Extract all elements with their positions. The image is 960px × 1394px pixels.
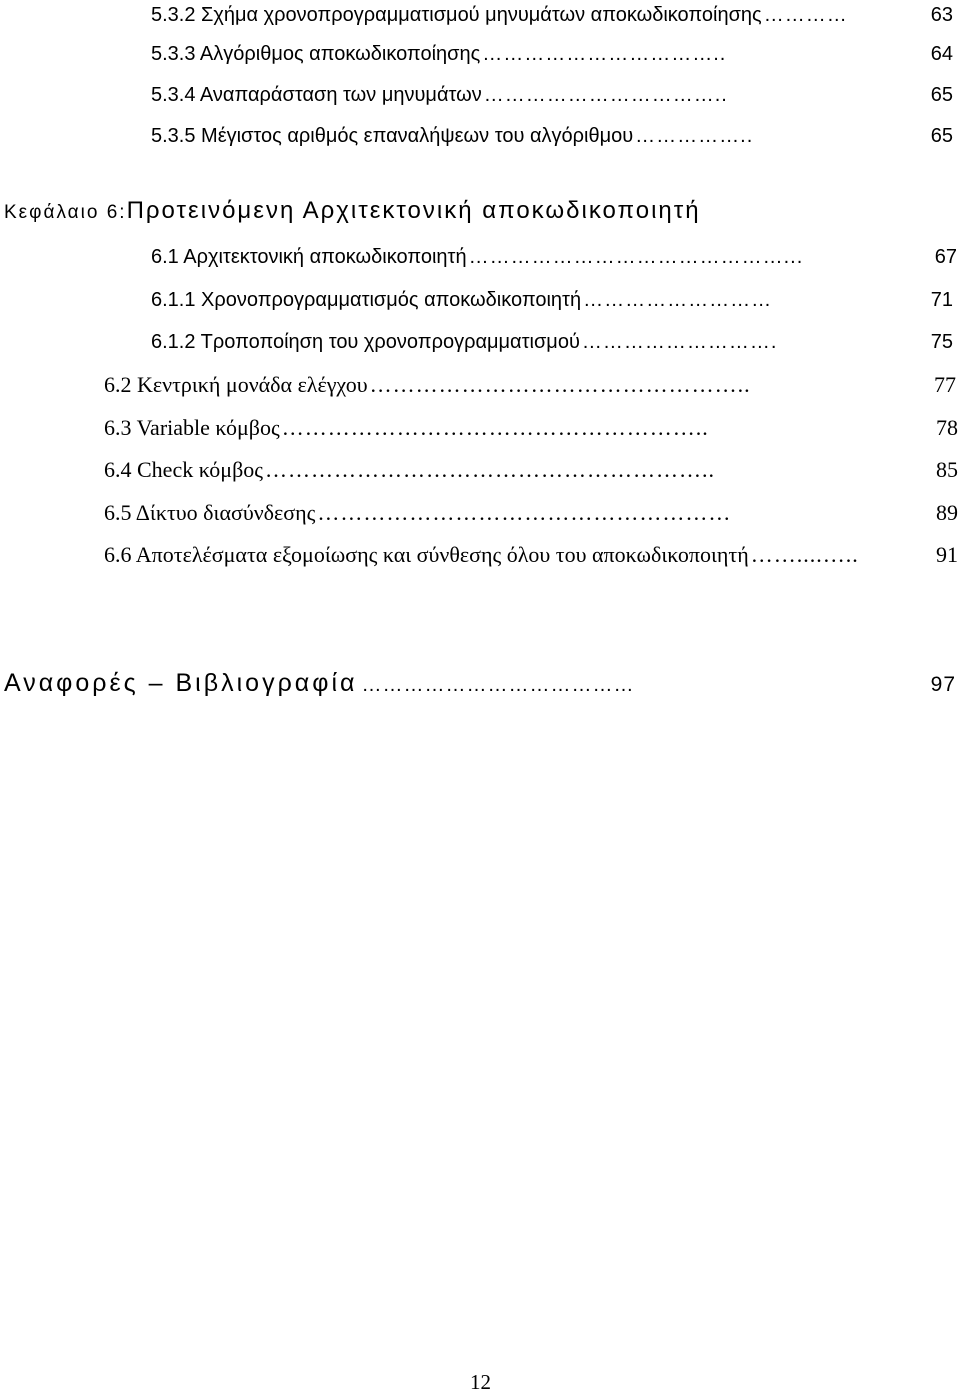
- toc-leader: ……………………………..: [482, 44, 727, 64]
- toc-entry: [151, 126, 953, 146]
- toc-entry-title: 5.3.3 Αλγόριθμος αποκωδικοποίησης: [151, 43, 481, 65]
- references-entry: [4, 671, 956, 696]
- toc-entry-title: 6.1.2 Τροποποίηση του χρονοπρογραμματισμού: [151, 331, 580, 353]
- toc-leader: ……....…..: [750, 544, 859, 566]
- toc-entry: [104, 502, 958, 524]
- toc-leader: ………………………: [583, 290, 773, 310]
- toc-leader: ………………………………………………..: [281, 417, 709, 439]
- toc-page-number: 78: [936, 415, 958, 440]
- toc-entry-title: 6.2 Κεντρική μονάδα ελέγχου: [104, 372, 368, 397]
- toc-entry: [104, 544, 958, 566]
- toc-leader: ………………………………………...: [468, 247, 804, 267]
- toc-entry: [151, 290, 953, 310]
- toc-leader: ……………..: [635, 126, 754, 146]
- toc-page-number: 85: [936, 457, 958, 482]
- toc-page-number: 67: [934, 246, 957, 268]
- toc-leader: ……………………….: [581, 332, 778, 352]
- toc-entry: [151, 247, 957, 267]
- toc-leader: …………………………………: [361, 675, 635, 695]
- toc-entry-title: 6.3 Variable κόμβος: [104, 415, 280, 440]
- toc-entry-title: 6.4 Check κόμβος: [104, 457, 264, 482]
- toc-page-number: 77: [934, 372, 956, 397]
- chapter-heading: [4, 199, 701, 223]
- toc-page-number: 64: [930, 43, 953, 65]
- toc-page-number: 89: [936, 500, 958, 525]
- toc-entry: [104, 459, 958, 481]
- toc-entry-title: 5.3.2 Σχήμα χρονοπρογραμματισμού μηνυμάτων αποκωδικοποίησης: [151, 4, 762, 26]
- toc-entry: [151, 85, 953, 105]
- toc-page-number: 63: [930, 4, 953, 26]
- references-title: Αναφορές – Βιβλιογραφία: [4, 669, 358, 697]
- toc-entry-title: 6.6 Αποτελέσματα εξομοίωσης και σύνθεσης όλου του αποκωδικοποιητή: [104, 542, 749, 567]
- toc-entry-title: 5.3.5 Μέγιστος αριθμός επαναλήψεων του αλγόριθμου: [151, 125, 634, 147]
- chapter-prefix: Κεφάλαιο 6:: [4, 202, 127, 223]
- toc-leader: ……………………………..: [483, 85, 728, 105]
- toc-entry-title: 6.1 Αρχιτεκτονική αποκωδικοποιητή: [151, 246, 467, 268]
- toc-entry: [104, 417, 958, 439]
- toc-entry-title: 6.1.1 Χρονοπρογραμματισμός αποκωδικοποιητή: [151, 289, 582, 311]
- footer-page-number: 12: [470, 1370, 491, 1394]
- toc-entry-title: 6.5 Δίκτυο διασύνδεσης: [104, 500, 316, 525]
- toc-page-number: 75: [930, 331, 953, 353]
- toc-page-number: 97: [930, 673, 956, 696]
- toc-page-number: 71: [930, 289, 953, 311]
- toc-leader: …………………………………………..: [369, 374, 751, 396]
- toc-leader: …………………………………………………..: [265, 459, 716, 481]
- toc-entry: [151, 44, 953, 64]
- chapter-title: Προτεινόμενη Αρχιτεκτονική αποκωδικοποιητή: [126, 197, 701, 224]
- toc-entry: [151, 332, 953, 352]
- toc-page-number: 91: [936, 542, 958, 567]
- toc-page-number: 65: [930, 84, 953, 106]
- toc-entry: [104, 374, 956, 396]
- toc-leader: …………: [763, 5, 848, 25]
- toc-entry: [151, 5, 953, 25]
- toc-page-number: 65: [930, 125, 953, 147]
- toc-leader: ………………………………………………: [317, 502, 732, 524]
- toc-entry-title: 5.3.4 Αναπαράσταση των μηνυμάτων: [151, 84, 482, 106]
